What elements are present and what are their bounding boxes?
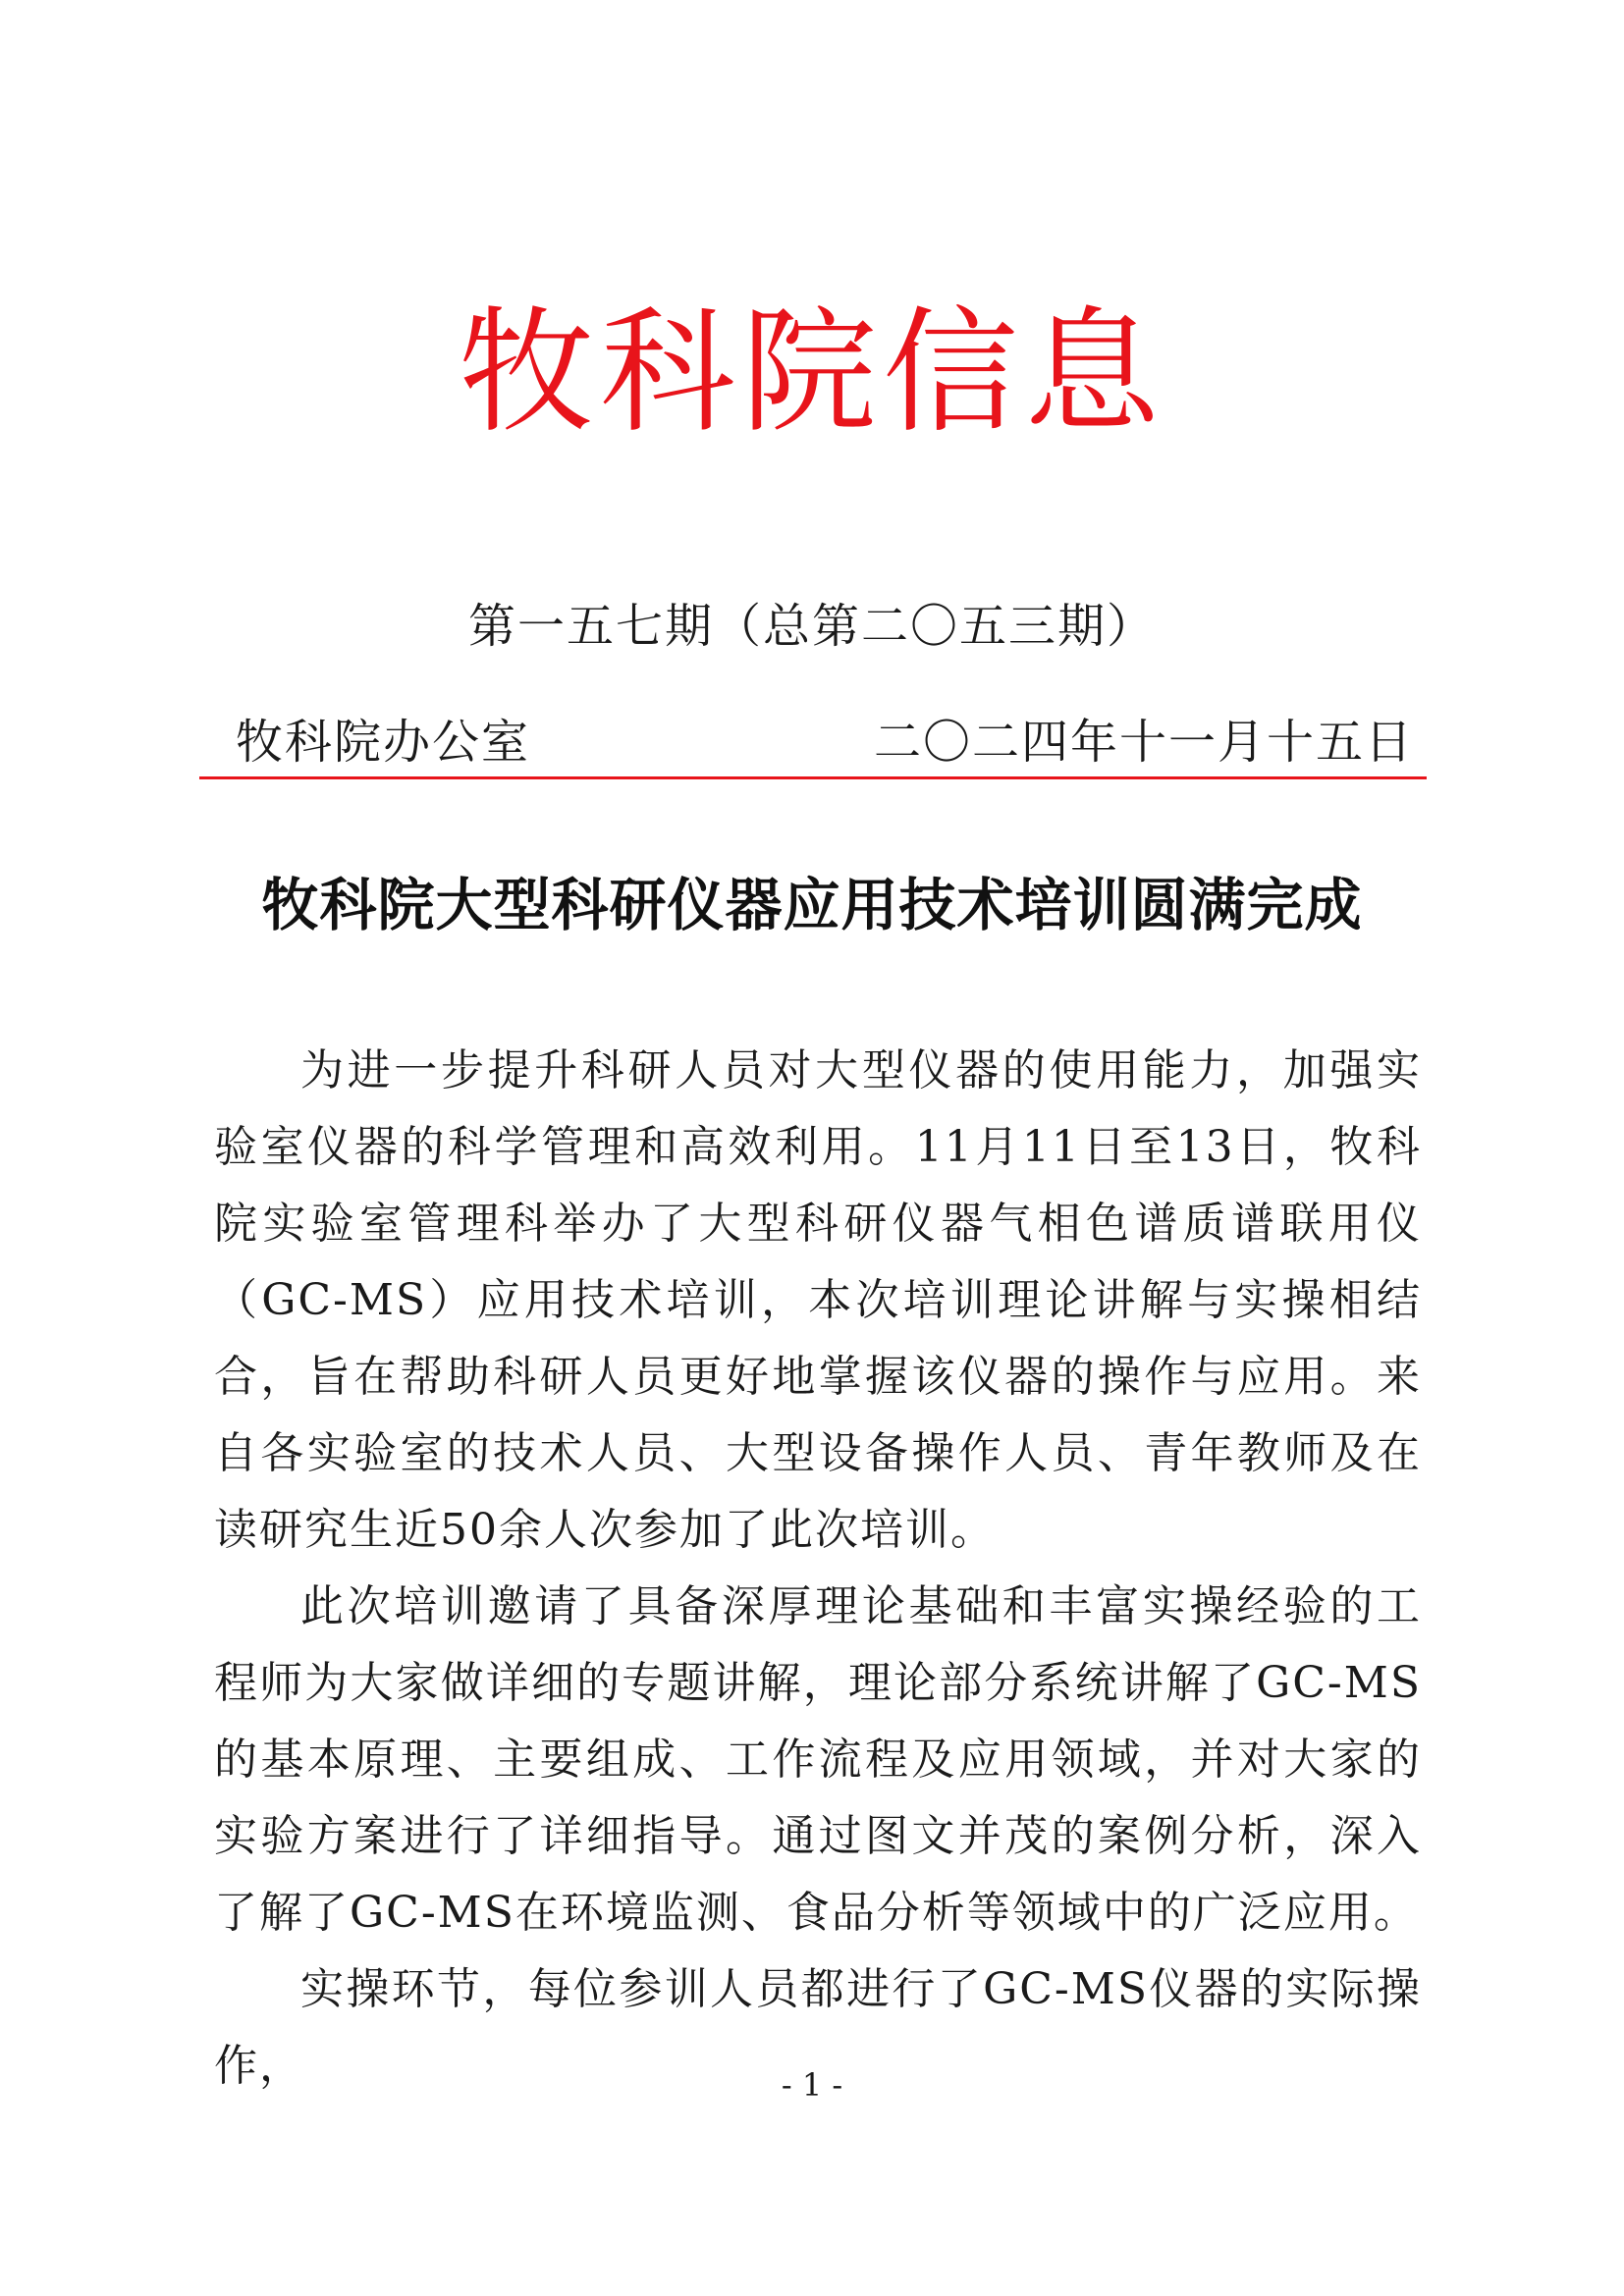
article-paragraph: 为进一步提升科研人员对大型仪器的使用能力，加强实验室仪器的科学管理和高效利用。11月11日至13日，牧科院实验室管理科举办了大型科研仪器气相色谱质谱联用仪（GC-MS）应用技术培训，本次培训理论讲解与实操相结合，旨在帮助科研人员更好地掌握该仪器的操作与应用。来自各实验室的技术人员、大型设备操作人员、青年教师及在读研究生近50余人次参加了此次培训。 [214,1045,1422,1555]
red-divider-line [199,776,1427,779]
issuing-office: 牧科院办公室 [236,715,531,770]
issue-number: 第一五七期（总第二〇五三期） [467,599,1156,654]
issue-date: 二〇二四年十一月十五日 [873,715,1414,770]
article-headline: 牧科院大型科研仪器应用技术培训圆满完成 [261,872,1363,938]
article-paragraph: 实操环节，每位参训人员都进行了GC-MS仪器的实际操作， [214,1964,1422,2091]
article-paragraph: 此次培训邀请了具备深厚理论基础和丰富实操经验的工程师为大家做详细的专题讲解，理论部分系统讲解了GC-MS的基本原理、主要组成、工作流程及应用领域，并对大家的实验方案进行了详细指导。通过图文并茂的案例分析，深入了解了GC-MS在环境监测、食品分析等领域中的广泛应用。 [214,1581,1422,1938]
issuer-row [236,711,1414,774]
masthead-title: 牧科院信息 [458,294,1165,452]
page-number: - 1 - [781,2066,843,2104]
article-body [214,1033,1422,2105]
